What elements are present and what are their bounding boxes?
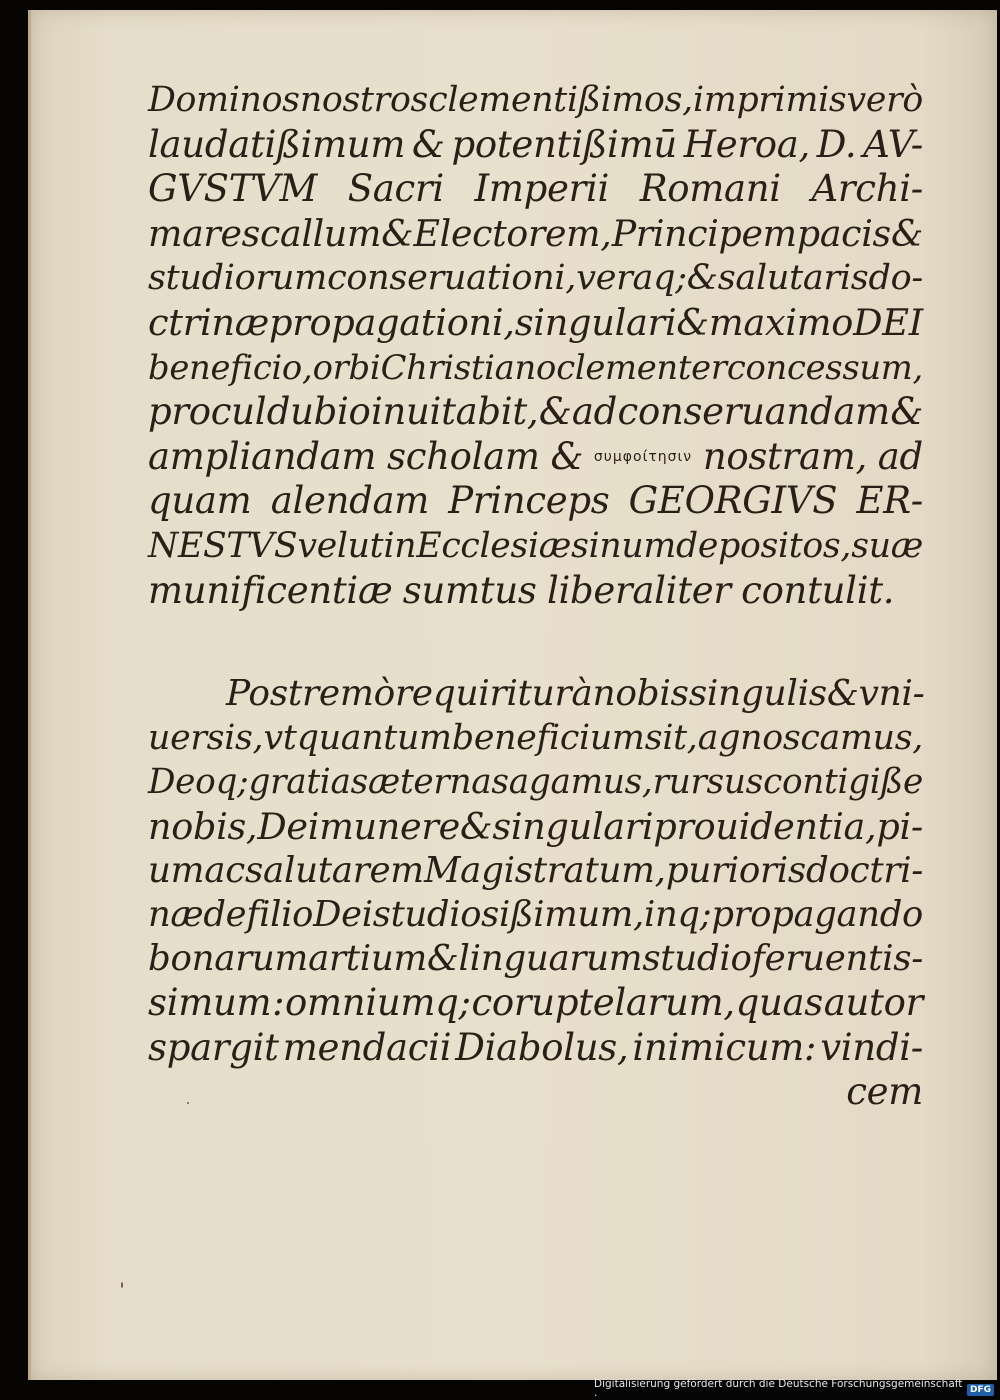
word: uersis, xyxy=(148,718,264,759)
word: ad xyxy=(877,434,923,478)
word: dubio xyxy=(266,390,371,434)
word: & xyxy=(676,300,709,344)
footer-bar xyxy=(594,1380,1000,1400)
word: quam xyxy=(148,479,252,523)
word: Postremò xyxy=(226,673,395,714)
word: GVSTVM xyxy=(148,167,318,211)
word: beneficium xyxy=(451,718,645,759)
word: Christiano xyxy=(380,347,556,387)
word: quas xyxy=(735,981,823,1025)
word: de xyxy=(203,893,247,935)
word: : xyxy=(272,981,285,1025)
word: ampliandam xyxy=(148,434,377,478)
word: singulis xyxy=(688,673,827,714)
word: & xyxy=(550,434,584,478)
word: inq; xyxy=(644,893,712,935)
text-line xyxy=(148,805,923,849)
word: vindi- xyxy=(820,1025,923,1069)
word: scholam xyxy=(387,434,540,478)
word: nobis, xyxy=(148,804,258,848)
word: & xyxy=(427,938,459,980)
text-line xyxy=(148,123,923,168)
word: singulari xyxy=(492,804,654,848)
word: pacis xyxy=(796,211,891,255)
word: spargit xyxy=(148,1025,279,1069)
word: nobis xyxy=(592,673,689,714)
ink-speck xyxy=(121,1282,123,1288)
word: in xyxy=(383,525,417,566)
word: potentißimū xyxy=(451,122,677,166)
word: GEORGIVS xyxy=(628,479,838,523)
word: nostros xyxy=(299,80,429,120)
word: nostram, xyxy=(702,434,867,478)
word: Deoq; xyxy=(148,762,249,803)
word: do- xyxy=(868,258,923,299)
word: συμφοίτησιν xyxy=(593,448,693,465)
word: sit, xyxy=(644,718,698,759)
word: vni- xyxy=(858,673,925,714)
word: linguarum xyxy=(458,938,643,980)
word: gratias xyxy=(248,762,368,803)
text-line xyxy=(148,212,923,257)
word: propagando xyxy=(711,893,923,935)
word: maximo xyxy=(708,300,854,344)
word: ctrinæ xyxy=(148,300,269,344)
text-line xyxy=(148,1026,923,1070)
word: vt xyxy=(263,718,297,759)
word: NESTVS xyxy=(148,525,298,566)
text-line xyxy=(148,981,923,1025)
word: beneficio, xyxy=(148,347,313,387)
word: coruptelarum, xyxy=(471,981,735,1025)
word: suæ xyxy=(851,525,923,566)
word: pi- xyxy=(876,804,923,848)
word: sumtus xyxy=(402,568,537,612)
catchword xyxy=(148,1070,923,1114)
text-line xyxy=(148,893,923,937)
word: propagationi, xyxy=(269,300,515,344)
text-line xyxy=(148,390,923,435)
word: velut xyxy=(297,525,384,566)
paragraph-1 xyxy=(148,78,923,613)
word: & xyxy=(686,258,718,299)
word: Imperii xyxy=(474,167,610,211)
text-line xyxy=(148,849,923,893)
word: um xyxy=(148,849,205,891)
word: ac xyxy=(204,849,245,891)
word: liberaliter xyxy=(546,568,731,612)
word: filio xyxy=(246,893,314,935)
text-line xyxy=(148,301,923,346)
word: requiritur xyxy=(394,673,572,714)
funding-credit: Digitalisierung gefördert durch die Deutsche Forschungsgemeinschaft · xyxy=(594,1378,963,1400)
word: Romani xyxy=(639,167,781,211)
word: concessum, xyxy=(726,347,923,387)
word: inimicum: xyxy=(632,1025,817,1069)
word: Dei xyxy=(313,893,373,935)
word: mendacii xyxy=(282,1025,452,1069)
word: omniumq; xyxy=(285,981,471,1025)
word: Princeps xyxy=(448,479,610,523)
word: Dominos xyxy=(148,80,300,120)
text-line xyxy=(148,78,923,123)
word: à xyxy=(571,673,593,714)
word: DEI xyxy=(853,300,923,344)
word: Principem xyxy=(611,211,797,255)
word: sinum xyxy=(571,525,676,566)
word: Heroa, xyxy=(683,122,810,166)
word: inuitabit, xyxy=(370,390,539,434)
word: marescallum xyxy=(148,211,382,255)
word: clementer xyxy=(556,347,727,387)
word: Dei xyxy=(257,804,320,848)
word: laudatißimum xyxy=(148,122,406,166)
word: AV- xyxy=(863,122,923,166)
word: prouidentia, xyxy=(653,804,877,848)
text-line xyxy=(148,760,923,804)
word: rursus xyxy=(652,762,763,803)
word: clementißimos, xyxy=(428,80,693,120)
text-line xyxy=(148,256,923,301)
word: imprimis xyxy=(693,80,847,120)
word: depositos, xyxy=(676,525,852,566)
word: conseruationi, xyxy=(327,258,577,299)
word: munificentiæ xyxy=(148,568,393,612)
word: procul xyxy=(148,390,267,434)
word: studiosißimum, xyxy=(372,893,644,935)
word: artium xyxy=(308,938,427,980)
word: conseruandam xyxy=(617,390,890,434)
word: singulari xyxy=(514,300,677,344)
word: Electorem, xyxy=(413,211,612,255)
word: cem xyxy=(846,1069,923,1113)
word: studiorum xyxy=(148,258,327,299)
word: salutaris xyxy=(717,258,869,299)
word: Magistratum, xyxy=(423,849,666,891)
word: æternas xyxy=(368,762,509,803)
text-line xyxy=(148,716,923,760)
word: & xyxy=(411,122,445,166)
word: contulit. xyxy=(741,568,895,612)
text-line xyxy=(148,569,923,614)
word: bonarum xyxy=(148,938,309,980)
text-line xyxy=(148,167,923,212)
word: & xyxy=(891,211,923,255)
text-line xyxy=(148,524,923,569)
word: studio xyxy=(642,938,752,980)
word: salutarem xyxy=(245,849,424,891)
word: Archi- xyxy=(811,167,923,211)
word: veraq; xyxy=(576,258,687,299)
word: orbi xyxy=(312,347,381,387)
word: & xyxy=(538,390,572,434)
word: & xyxy=(381,211,414,255)
text-line xyxy=(148,672,923,716)
word: næ xyxy=(148,893,204,935)
word: ER- xyxy=(856,479,923,523)
word: ad xyxy=(571,390,618,434)
word: quantum xyxy=(296,718,452,759)
word: D. xyxy=(816,122,857,166)
text-line xyxy=(148,346,923,391)
word: agnoscamus, xyxy=(697,718,923,759)
word: munere xyxy=(319,804,460,848)
word: alendam xyxy=(270,479,430,523)
word: agamus, xyxy=(508,762,653,803)
word: doctri- xyxy=(805,849,923,891)
word: & xyxy=(826,673,859,714)
text-line xyxy=(148,479,923,524)
word: Ecclesiæ xyxy=(416,525,571,566)
word: autor xyxy=(823,981,923,1025)
word: Diabolus, xyxy=(455,1025,629,1069)
paragraph-2 xyxy=(148,672,923,1114)
text-line xyxy=(148,937,923,981)
word: Sacri xyxy=(347,167,444,211)
word: simum xyxy=(148,981,272,1025)
word: feruentis- xyxy=(751,938,923,980)
word: & xyxy=(890,390,923,434)
text-line xyxy=(148,435,923,480)
dfg-logo[interactable]: DFG xyxy=(967,1384,994,1396)
word: contigiße xyxy=(763,762,923,803)
word: purioris xyxy=(665,849,806,891)
word: verò xyxy=(846,80,923,120)
word: & xyxy=(460,804,493,848)
